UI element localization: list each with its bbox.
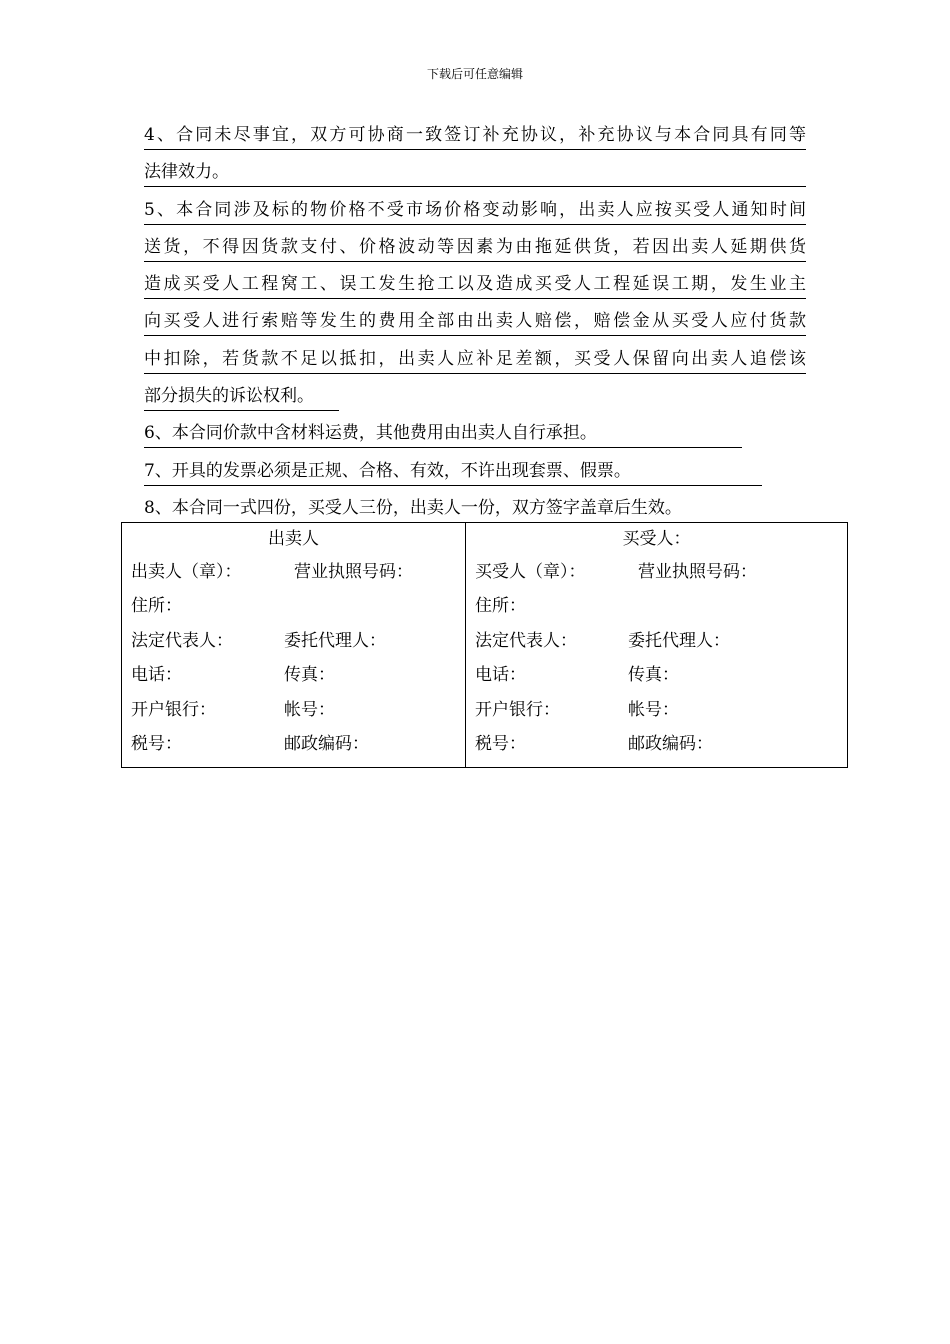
seller-postcode-label: 邮政编码：: [284, 733, 369, 754]
contract-clauses: [144, 118, 806, 528]
buyer-address-label: 住所：: [475, 596, 526, 617]
clause-7: 7、开具的发票必须是正规、合格、有效，不许出现套票、假票。: [144, 454, 806, 491]
buyer-block: [466, 523, 847, 767]
buyer-account-label: 帐号：: [628, 699, 679, 720]
buyer-fax-label: 传真：: [628, 665, 679, 686]
seller-tax-label: 税号：: [131, 733, 182, 754]
buyer-phone-label: 电话：: [475, 665, 526, 686]
clause-4-line-1: 4、合同未尽事宜，双方可协商一致签订补充协议，补充协议与本合同具有同等: [144, 118, 806, 155]
seller-row-phone: [122, 658, 465, 692]
buyer-row-seal: [466, 555, 847, 589]
header-note: 下载后可任意编辑: [426, 67, 523, 81]
buyer-row-address: [466, 589, 847, 623]
buyer-agent-label: 委托代理人：: [628, 630, 730, 651]
seller-seal-label: 出卖人（章）：: [131, 562, 242, 582]
buyer-tax-label: 税号：: [475, 733, 526, 754]
clause-5-line-1: 5、本合同涉及标的物价格不受市场价格变动影响，出卖人应按买受人通知时间: [144, 193, 806, 230]
seller-address-label: 住所：: [131, 596, 182, 617]
seller-license-label: 营业执照号码：: [294, 562, 413, 582]
signature-table: [121, 522, 848, 768]
buyer-title: 买受人：: [622, 529, 691, 549]
clause-5-line-5: 中扣除，若货款不足以抵扣，出卖人应补足差额，买受人保留向出卖人追偿该: [144, 342, 806, 379]
seller-row-seal: [122, 555, 465, 589]
clause-5-line-3: 造成买受人工程窝工、误工发生抢工以及造成买受人工程延误工期，发生业主: [144, 267, 806, 304]
buyer-bank-label: 开户银行：: [475, 699, 560, 720]
buyer-seal-label: 买受人（章）：: [475, 562, 586, 582]
seller-legal-rep-label: 法定代表人：: [131, 630, 233, 651]
clause-5-line-2: 送货，不得因货款支付、价格波动等因素为由拖延供货，若因出卖人延期供货: [144, 230, 806, 267]
seller-row-bank: [122, 693, 465, 727]
seller-fax-label: 传真：: [284, 665, 335, 686]
clause-6: 6、本合同价款中含材料运费，其他费用由出卖人自行承担。: [144, 416, 806, 453]
seller-account-label: 帐号：: [284, 699, 335, 720]
clause-4-line-2: 法律效力。: [144, 155, 806, 192]
buyer-row-bank: [466, 693, 847, 727]
seller-phone-label: 电话：: [131, 665, 182, 686]
clause-8: 8、本合同一式四份，买受人三份，出卖人一份，双方签字盖章后生效。: [144, 491, 806, 528]
seller-row-representative: [122, 624, 465, 658]
buyer-row-representative: [466, 624, 847, 658]
clause-5-line-6: 部分损失的诉讼权利。: [144, 379, 339, 416]
seller-title: 出卖人: [268, 529, 319, 549]
buyer-row-tax: [466, 727, 847, 761]
buyer-postcode-label: 邮政编码：: [628, 733, 713, 754]
seller-agent-label: 委托代理人：: [284, 630, 386, 651]
buyer-license-label: 营业执照号码：: [638, 562, 757, 582]
seller-row-address: [122, 589, 465, 623]
buyer-legal-rep-label: 法定代表人：: [475, 630, 577, 651]
seller-bank-label: 开户银行：: [131, 699, 216, 720]
seller-row-tax: [122, 727, 465, 761]
clause-5-line-4: 向买受人进行索赔等发生的费用全部由出卖人赔偿，赔偿金从买受人应付货款: [144, 304, 806, 341]
buyer-row-phone: [466, 658, 847, 692]
seller-block: [122, 523, 466, 767]
